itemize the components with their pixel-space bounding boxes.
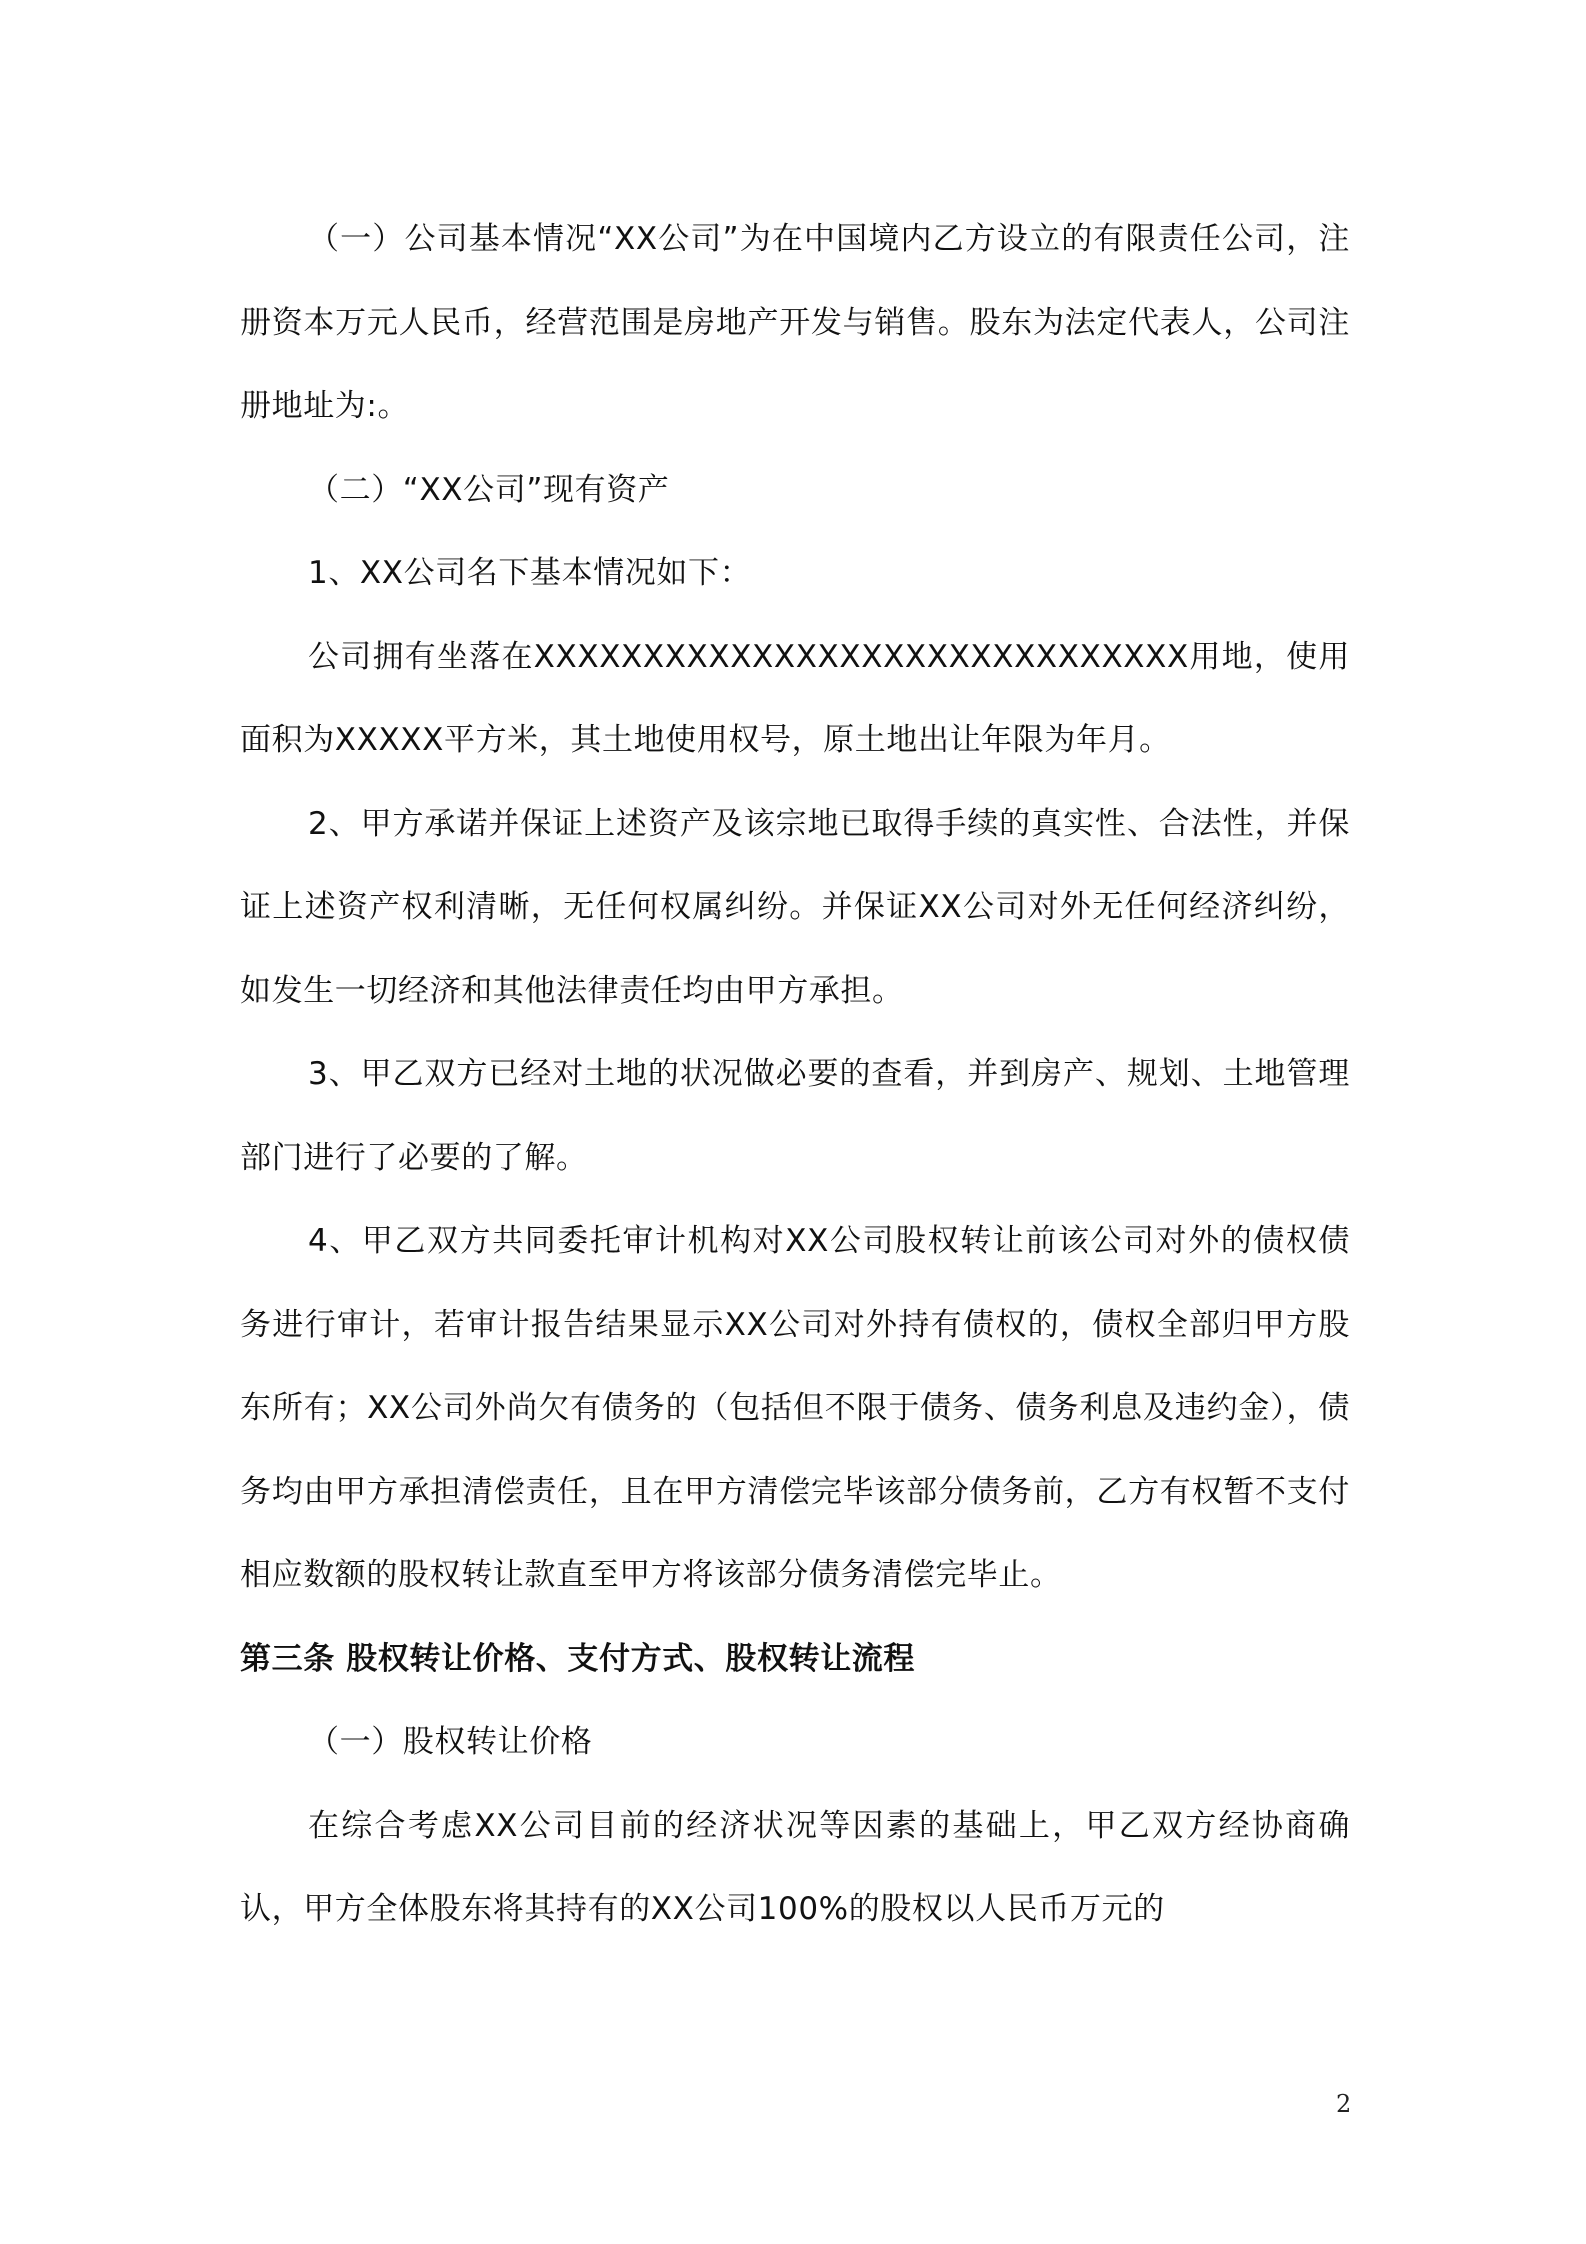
document-body — [240, 198, 1350, 1952]
asset-item-3-paragraph: 3、甲乙双方已经对土地的状况做必要的查看，并到房产、规划、土地管理部门进行了必要的了解。 — [240, 1056, 1350, 1176]
transfer-price-paragraph: 在综合考虑XX公司目前的经济状况等因素的基础上，甲乙双方经协商确认，甲方全体股东将其持有的XX公司100%的股权以人民币万元的 — [240, 1807, 1350, 1927]
land-location-paragraph: 公司拥有坐落在XXXXXXXXXXXXXXXXXXXXXXXXXXXXXX用地，使用面积为XXXXX平方米，其土地使用权号，原土地出让年限为年月。 — [240, 638, 1350, 758]
page-number: 2 — [1336, 2090, 1352, 2118]
article-three-heading: 第三条 股权转让价格、支付方式、股权转让流程 — [240, 1640, 915, 1677]
transfer-price-heading: （一）股权转让价格 — [308, 1724, 593, 1760]
company-basic-info-paragraph: （一）公司基本情况“XX公司”为在中国境内乙方设立的有限责任公司，注册资本万元人民币，经营范围是房地产开发与销售。股东为法定代表人，公司注册地址为:。 — [240, 221, 1350, 424]
asset-item-1-title: 1、XX公司名下基本情况如下： — [308, 555, 752, 591]
existing-assets-heading: （二）“XX公司”现有资产 — [308, 471, 670, 508]
asset-item-4-paragraph: 4、甲乙双方共同委托审计机构对XX公司股权转让前该公司对外的债权债务进行审计，若审计报告结果显示XX公司对外持有债权的，债权全部归甲方股东所有；XX公司外尚欠有债务的（包括但不限于债务、债务利息及违约金），债务均由甲方承担清偿责任，且在甲方清偿完毕该部分债务前，乙方有权暂不支付相应数额的股权转让款直至甲方将该部分债务清偿完毕止。 — [240, 1223, 1350, 1593]
asset-item-2-paragraph: 2、甲方承诺并保证上述资产及该宗地已取得手续的真实性、合法性，并保证上述资产权利清晰，无任何权属纠纷。并保证XX公司对外无任何经济纠纷，如发生一切经济和其他法律责任均由甲方承担。 — [240, 805, 1350, 1009]
